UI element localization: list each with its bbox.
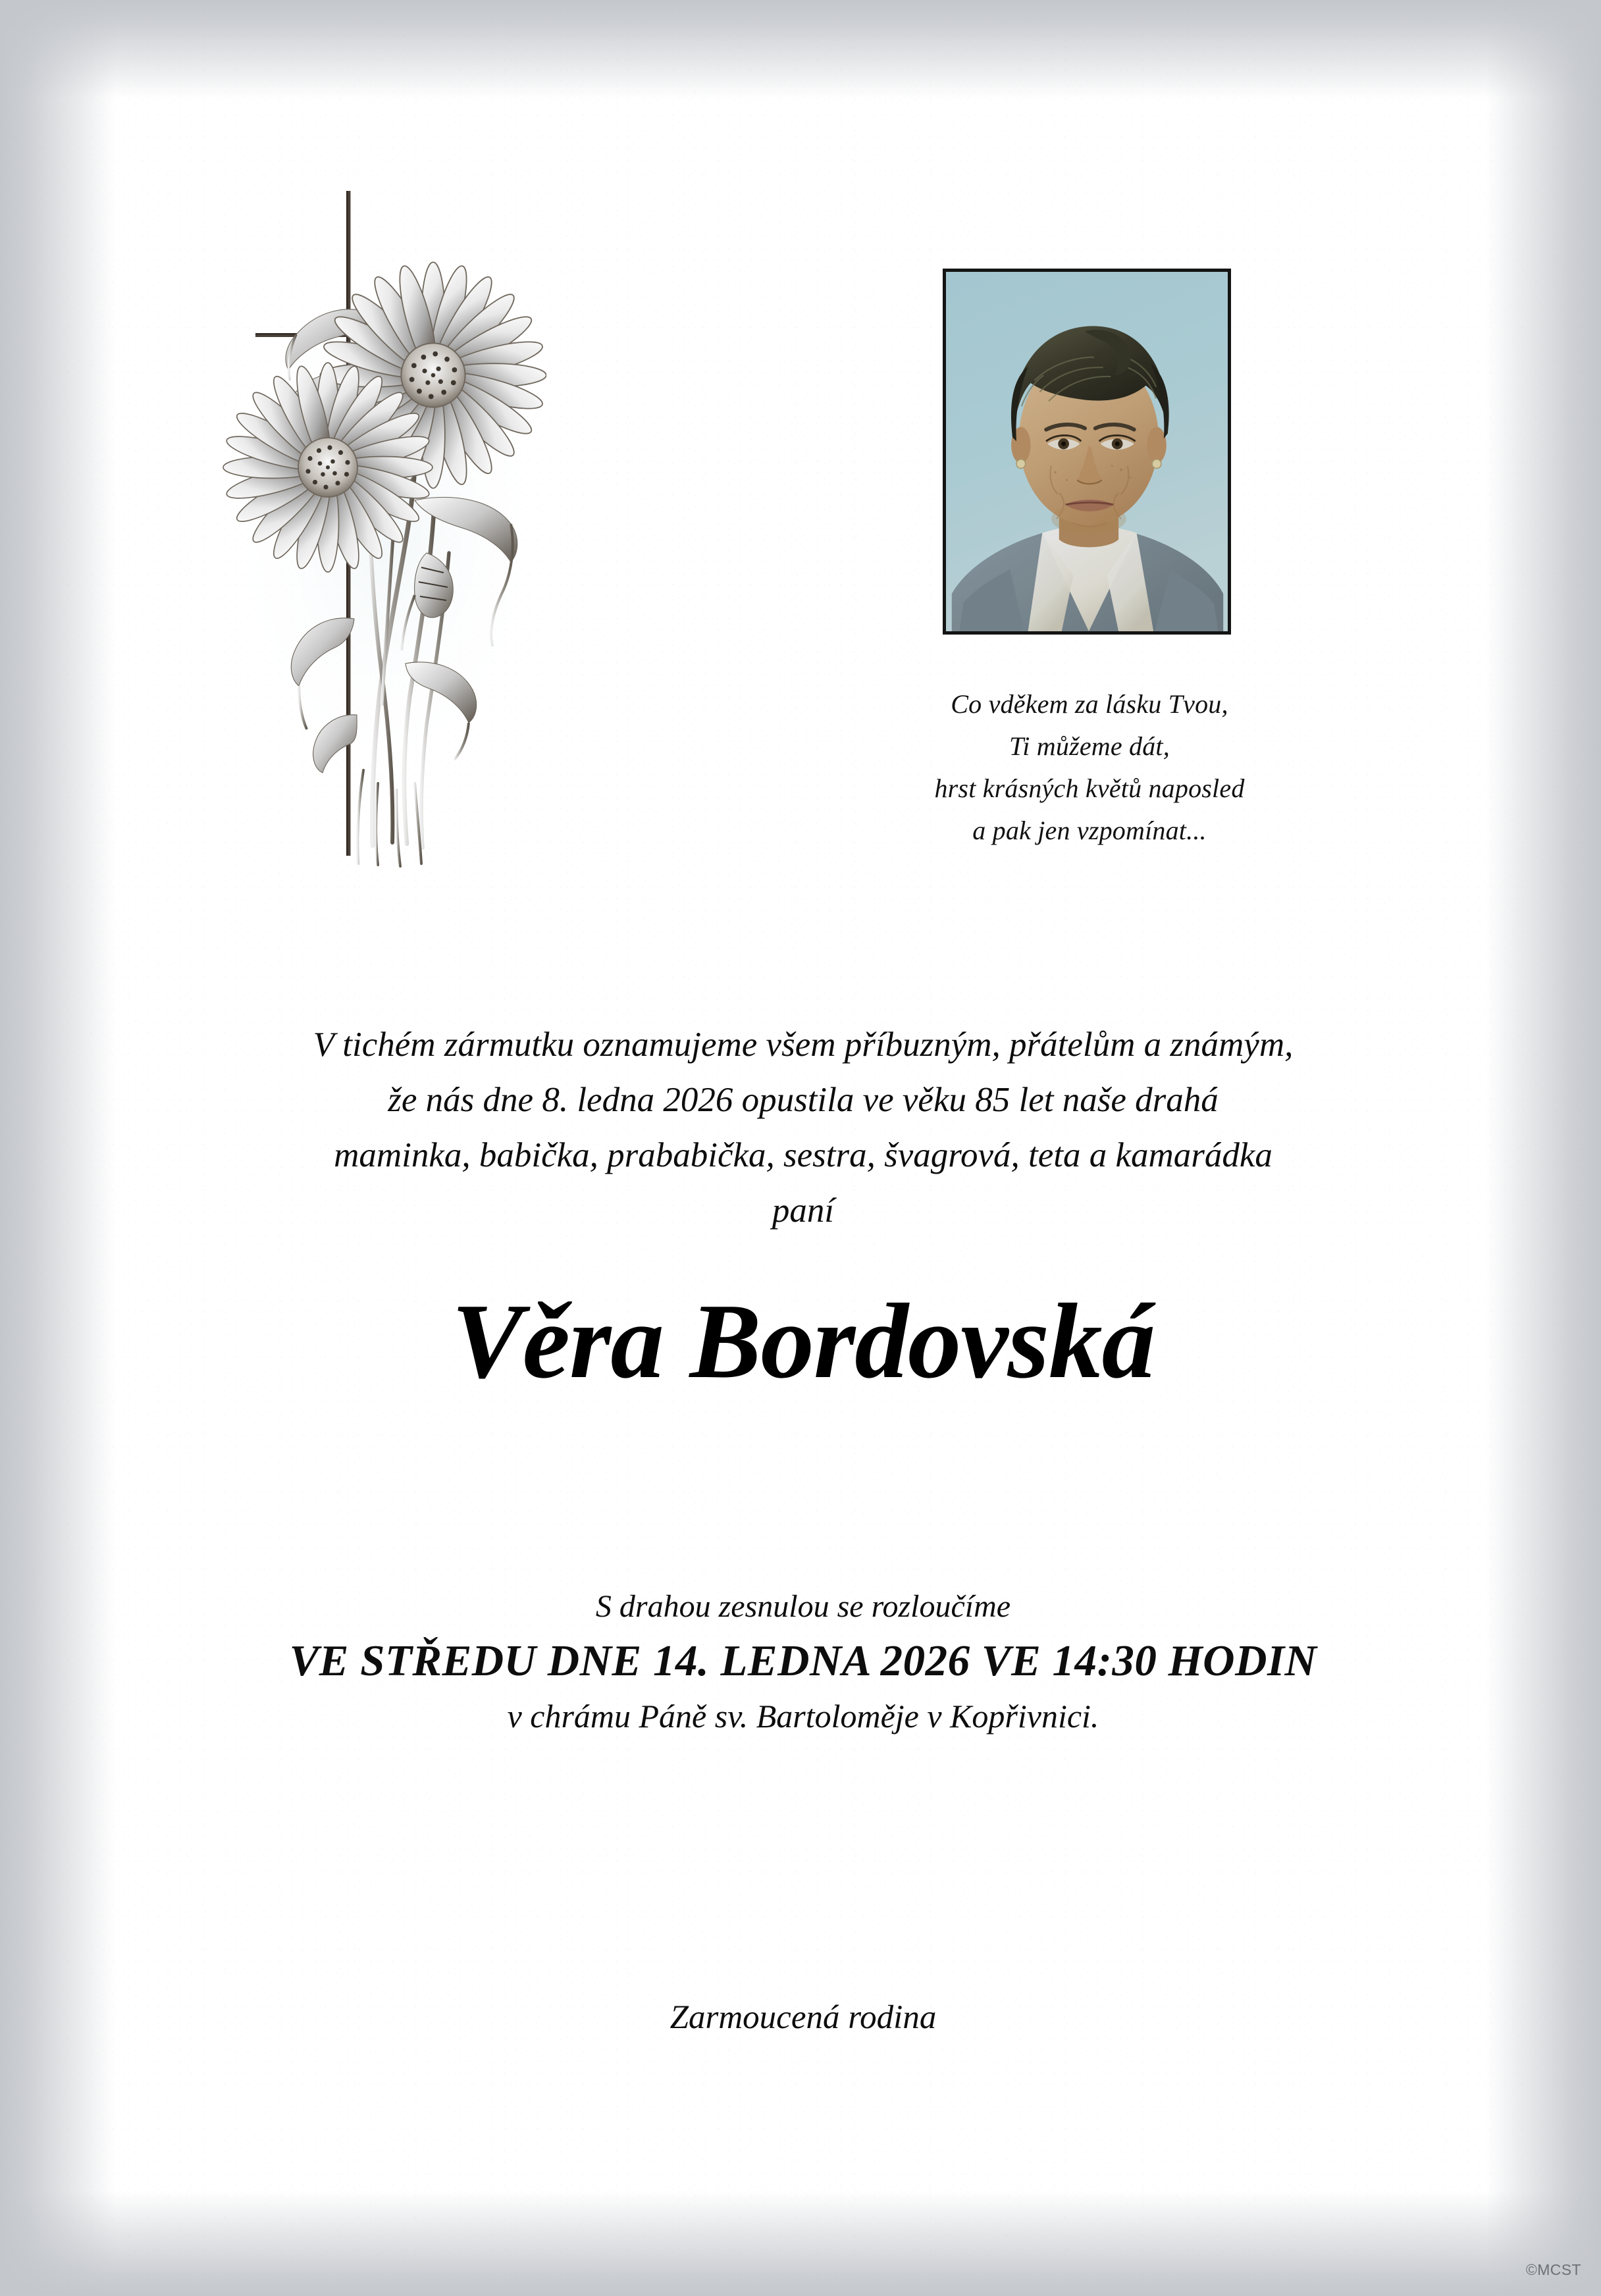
farewell-intro: S drahou zesnulou se rozloučíme	[595, 1589, 1011, 1624]
verse-line: hrst krásných květů naposled	[934, 773, 1245, 803]
family-signature: Zarmoucená rodina	[669, 1999, 937, 2036]
announcement-line: V tichém zármutku oznamujeme všem příbuzným, přátelům a známým,	[313, 1026, 1294, 1064]
verse-line: Ti můžeme dát,	[1009, 731, 1170, 761]
farewell-place: v chrámu Páně sv. Bartoloměje v Kopřivnici.	[507, 1698, 1099, 1735]
announcement-line: že nás dne 8. ledna 2026 opustila ve věku 85 let naše drahá	[388, 1081, 1219, 1119]
announcement-line: maminka, babička, prababička, sestra, švagrová, teta a kamarádka	[334, 1136, 1273, 1174]
copyright-notice: ©MCST	[1525, 2261, 1581, 2278]
announcement-line: paní	[772, 1191, 835, 1230]
farewell-datetime: VE STŘEDU DNE 14. LEDNA 2026 VE 14:30 HODIN	[289, 1636, 1317, 1685]
portrait-photo	[943, 269, 1231, 635]
verse-line: Co vděkem za lásku Tvou,	[951, 689, 1228, 719]
gerbera-flower-lower	[223, 363, 433, 572]
cross-and-flowers-decoration	[217, 158, 546, 895]
deceased-name: Věra Bordovská	[451, 1282, 1155, 1401]
memorial-verse	[816, 683, 1363, 852]
farewell-details	[197, 1583, 1409, 1741]
announcement-text	[197, 1017, 1409, 1238]
verse-line: a pak jen vzpomínat...	[972, 816, 1207, 845]
